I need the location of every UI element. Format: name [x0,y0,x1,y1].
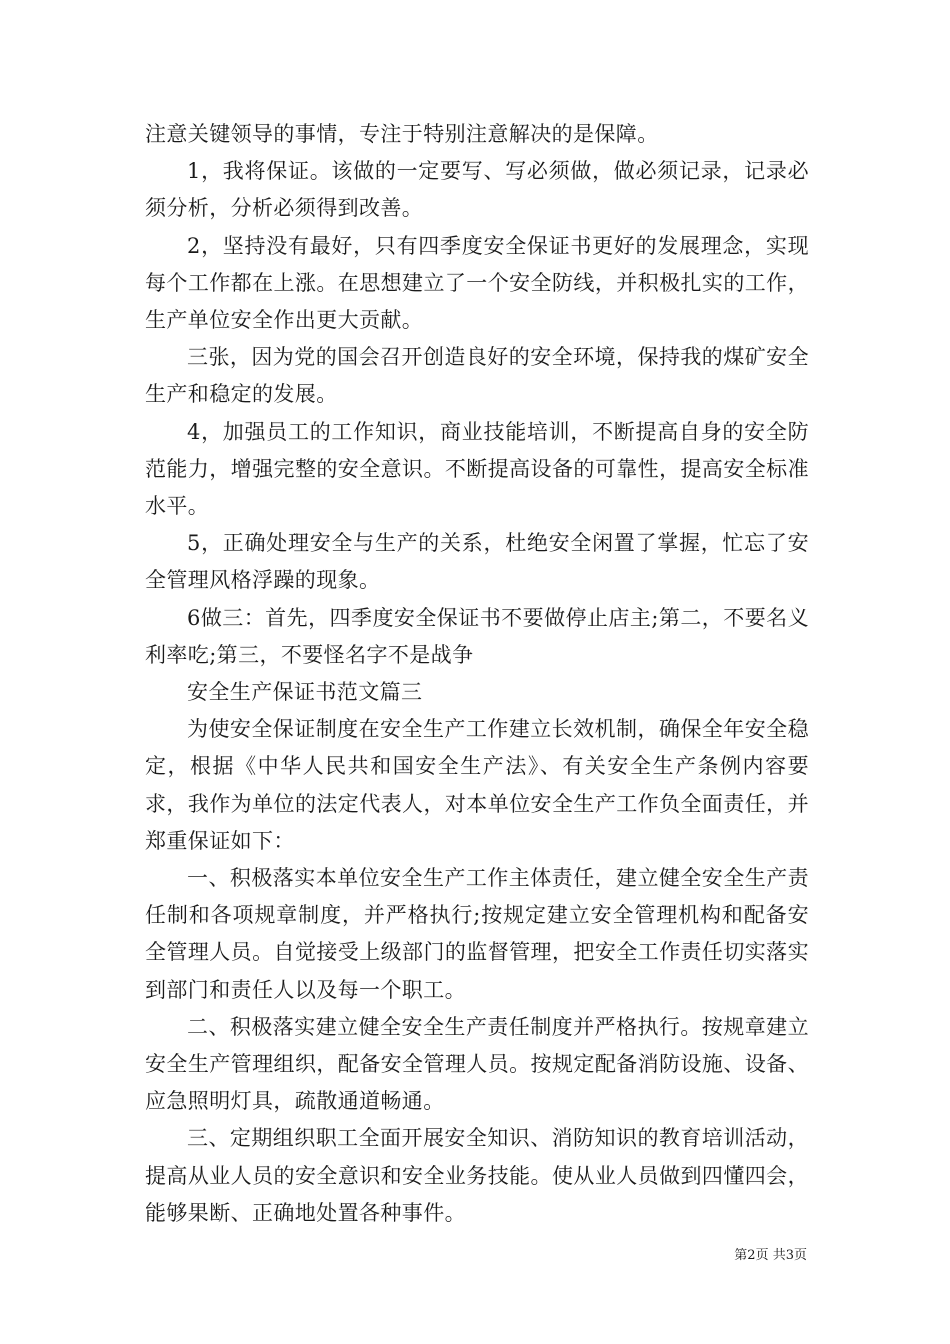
paragraph-6: 5，正确处理安全与生产的关系，杜绝安全闲置了掌握，忙忘了安全管理风格浮躁的现象。 [145,531,809,593]
footer-current-page: 2 [747,1248,756,1263]
paragraph-10: 一、积极落实本单位安全生产工作主体责任，建立健全安全生产责任制和各项规章制度，并严格执行;按规定建立安全管理机构和配备安全管理人员。自觉接受上级部门的监督管理，把安全工作责任切实落实到部门和责任人以及每一个职工。 [145,866,809,1002]
document-body [145,116,809,1232]
paragraph-1: 注意关键领导的事情，专注于特别注意解决的是保障。 [145,122,659,146]
paragraph-2: 1，我将保证。该做的一定要写、写必须做，做必须记录，记录必须分析，分析必须得到改善。 [145,159,809,221]
paragraph-4: 三张，因为党的国会召开创造良好的安全环境，保持我的煤矿安全生产和稳定的发展。 [145,345,809,407]
paragraph-11: 二、积极落实建立健全安全生产责任制度并严格执行。按规章建立安全生产管理组织，配备安全管理人员。按规定配备消防设施、设备、应急照明灯具，疏散通道畅通。 [145,1014,809,1114]
footer-total-pages: 3 [785,1248,794,1263]
footer-middle: 页 共 [755,1248,786,1263]
footer-suffix: 页 [793,1248,807,1263]
paragraph-9: 为使安全保证制度在安全生产工作建立长效机制，确保全年安全稳定，根据《中华人民共和国安全生产法》、有关安全生产条例内容要求，我作为单位的法定代表人，对本单位安全生产工作负全面责任，并郑重保证如下： [145,717,809,853]
paragraph-3: 2，坚持没有最好，只有四季度安全保证书更好的发展理念，实现每个工作都在上涨。在思想建立了一个安全防线，并积极扎实的工作，生产单位安全作出更大贡献。 [145,233,809,333]
section-heading: 安全生产保证书范文篇三 [187,680,423,705]
paragraph-5: 4，加强员工的工作知识，商业技能培训，不断提高自身的安全防范能力，增强完整的安全意识。不断提高设备的可靠性，提高安全标准水平。 [145,419,809,519]
page-footer [734,1244,807,1263]
footer-prefix: 第 [734,1248,748,1263]
paragraph-12: 三、定期组织职工全面开展安全知识、消防知识的教育培训活动，提高从业人员的安全意识和安全业务技能。使从业人员做到四懂四会，能够果断、正确地处置各种事件。 [145,1126,809,1225]
paragraph-7: 6做三：首先，四季度安全保证书不要做停止店主;第二，不要名义利率吃;第三，不要怪名字不是战争 [145,605,809,667]
